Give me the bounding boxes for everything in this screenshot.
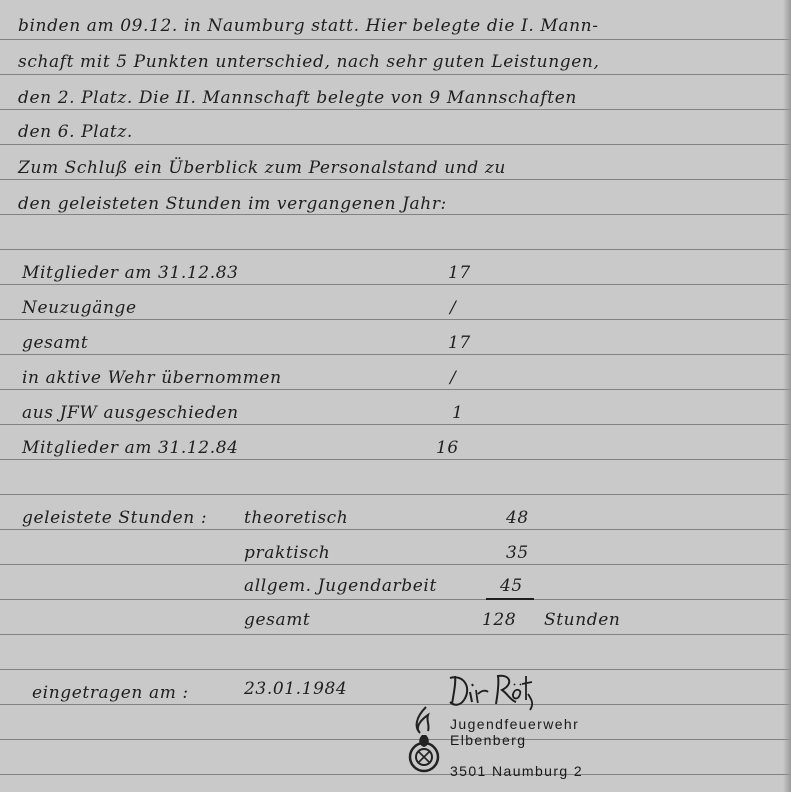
members-label: Neuzugänge	[22, 298, 137, 318]
paragraph-line-6: den geleisteten Stunden im vergangenen Jahr:	[18, 194, 447, 214]
members-value: 1	[452, 403, 464, 423]
hours-unit: Stunden	[544, 610, 621, 630]
members-label: Mitglieder am 31.12.84	[22, 438, 239, 458]
hours-value: 35	[506, 543, 529, 563]
hours-label: theoretisch	[244, 508, 349, 528]
paragraph-line-1: binden am 09.12. in Naumburg statt. Hier belegte die I. Mann-	[18, 16, 599, 36]
entry-date: 23.01.1984	[244, 679, 348, 699]
hours-heading: geleistete Stunden :	[22, 508, 208, 528]
entry-label: eingetragen am :	[32, 683, 189, 703]
paragraph-line-4: den 6. Platz.	[18, 122, 133, 142]
members-value: /	[450, 368, 457, 388]
stamp-line-3: 3501 Naumburg 2	[450, 763, 584, 779]
paragraph-line-3: den 2. Platz. Die II. Mannschaft belegte von 9 Mannschaften	[18, 88, 577, 108]
members-value: 17	[448, 263, 471, 283]
members-label: gesamt	[22, 333, 89, 353]
hours-total: 128	[482, 610, 517, 630]
members-label: aus JFW ausgeschieden	[22, 403, 239, 423]
hours-label: praktisch	[244, 543, 331, 563]
sum-underline	[486, 598, 534, 600]
members-value: 16	[436, 438, 459, 458]
signature	[446, 670, 538, 716]
paragraph-line-2: schaft mit 5 Punkten unterschied, nach sehr guten Leistungen,	[18, 52, 600, 72]
members-label: Mitglieder am 31.12.83	[22, 263, 239, 283]
hours-label: allgem. Jugendarbeit	[244, 576, 437, 596]
fire-brigade-emblem-icon	[404, 705, 444, 775]
hours-label: gesamt	[244, 610, 311, 630]
paragraph-line-5: Zum Schluß ein Überblick zum Personalstand und zu	[18, 158, 506, 178]
hours-value: 45	[500, 576, 523, 596]
stamp-line-2: Elbenberg	[450, 732, 527, 748]
members-value: 17	[448, 333, 471, 353]
stamp-line-1: Jugendfeuerwehr	[450, 716, 580, 732]
members-value: /	[450, 298, 457, 318]
members-label: in aktive Wehr übernommen	[22, 368, 282, 388]
hours-value: 48	[506, 508, 529, 528]
page-edge	[783, 0, 791, 792]
